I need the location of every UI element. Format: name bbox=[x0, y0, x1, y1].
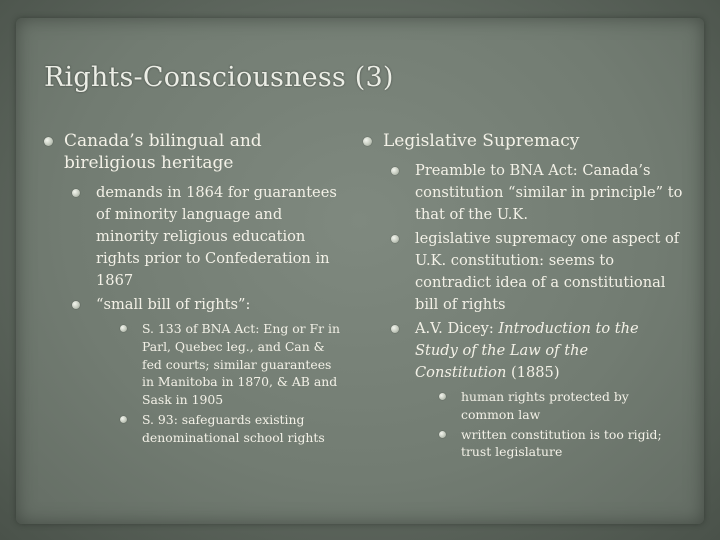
bullet-icon bbox=[363, 137, 372, 146]
bullet-text: Preamble to BNA Act: Canada’s constitution “similar in principle” to that of the U.K. bbox=[415, 162, 683, 223]
sub-sub-bullet-s133 bbox=[120, 320, 344, 409]
sub-sub-bullet-s93 bbox=[120, 411, 344, 447]
bullet-text: S. 133 of BNA Act: Eng or Fr in Parl, Quebec leg., and Can & fed courts; similar guarantees in Manitoba in 1870, & AB and Sask in 1905 bbox=[142, 321, 340, 408]
bullet-icon bbox=[391, 235, 399, 243]
sub-sub-bullet-common-law bbox=[439, 388, 683, 424]
bullet-text: legislative supremacy one aspect of U.K. constitution: seems to contradict idea of a constitutional bill of rights bbox=[415, 230, 680, 313]
bullet-text: “small bill of rights”: bbox=[96, 296, 251, 313]
bullet-icon bbox=[391, 325, 399, 333]
right-column bbox=[363, 130, 683, 469]
left-column bbox=[44, 130, 344, 455]
sub-bullet-demands bbox=[72, 182, 344, 292]
bullet-text: Legislative Supremacy bbox=[383, 131, 580, 151]
bullet-icon bbox=[439, 393, 446, 400]
bullet-icon bbox=[72, 189, 80, 197]
bullet-icon bbox=[72, 301, 80, 309]
sub-bullet-small-bill bbox=[72, 294, 344, 447]
bullet-icon bbox=[391, 167, 399, 175]
dicey-year: (1885) bbox=[506, 364, 560, 381]
bullet-text: written constitution is too rigid; trust legislature bbox=[461, 426, 662, 460]
dicey-prefix: A.V. Dicey: bbox=[415, 320, 499, 337]
bullet-item-heritage bbox=[44, 130, 344, 447]
bullet-icon bbox=[439, 431, 446, 438]
bullet-text bbox=[415, 320, 639, 381]
bullet-text: S. 93: safeguards existing denominational school rights bbox=[142, 411, 325, 445]
slide-title: Rights-Consciousness (3) bbox=[44, 62, 394, 93]
bullet-icon bbox=[120, 325, 127, 332]
sub-bullet-preamble bbox=[391, 160, 683, 226]
bullet-item-legislative-supremacy bbox=[363, 130, 683, 461]
bullet-icon bbox=[120, 416, 127, 423]
bullet-text: Canada’s bilingual and bireligious heritage bbox=[64, 131, 262, 173]
sub-sub-bullet-written-constitution bbox=[439, 426, 683, 462]
book-title: Introduction to the Study of the Law of the Constitution bbox=[415, 320, 639, 381]
sub-bullet-legislative-aspect bbox=[391, 228, 683, 316]
bullet-icon bbox=[44, 137, 53, 146]
bullet-text: human rights protected by common law bbox=[461, 389, 629, 422]
sub-bullet-dicey bbox=[391, 318, 683, 461]
bullet-text: demands in 1864 for guarantees of minority language and minority religious education rights prior to Confederation in 1867 bbox=[96, 184, 337, 289]
